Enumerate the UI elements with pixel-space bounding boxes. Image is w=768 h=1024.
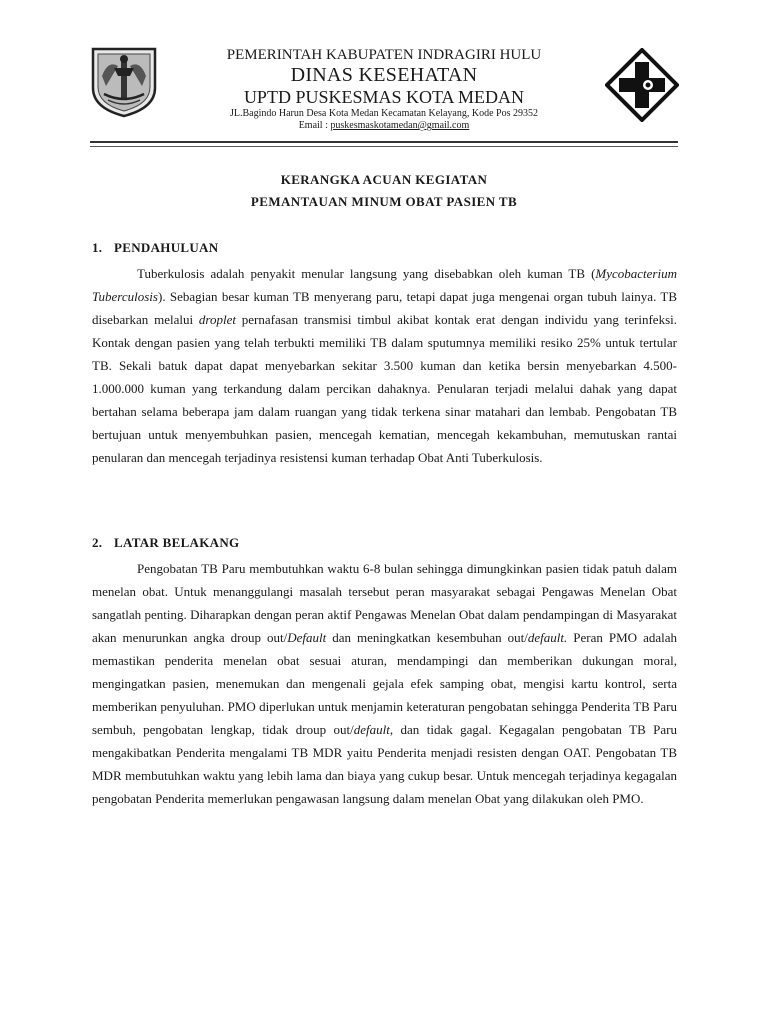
italic-text-run: droplet <box>198 312 236 327</box>
section-title: LATAR BELAKANG <box>114 535 240 550</box>
text-run: pernafasan transmisi timbul akibat kontak erat dengan individu yang terinfeksi. Kontak dengan pasien yang telah terbukti memiliki TB dalam sputumnya memiliki resiko 25% untuk tertular TB. Sekali batuk dapat dapat menyebarkan sekitar 3.500 kuman dan ketika bersin menyebarkan 4.500-1.000.000 kuman yang terkandung dalam percikan dahaknya. Penularan terjadi melalui dahak yang dapat bertahan selama beberapa jam dalam ruangan yang tidak terkena sinar matahari dan lembab. Pengobatan TB bertujuan untuk menyembuhkan pasien, mencegah kematian, mencegah kekambuhan, memutuskan rantai penularan dan mencegah terjadinya resistensi kuman terhadap Obat Anti Tuberkulosis. <box>92 312 677 465</box>
italic-text-run: default <box>353 722 390 737</box>
italic-text-run: Mycobacterium Tuberculosis <box>92 266 677 304</box>
document-title: KERANGKA ACUAN KEGIATAN <box>280 172 488 187</box>
header-divider-thick <box>90 141 678 143</box>
section-title: PENDAHULUAN <box>114 240 219 255</box>
institution-name: UPTD PUSKESMAS KOTA MEDAN <box>243 87 525 107</box>
government-name: PEMERINTAH KABUPATEN INDRAGIRI HULU <box>226 47 542 63</box>
regency-crest-icon <box>90 46 158 118</box>
section-heading-pendahuluan <box>92 240 218 256</box>
text-run: Peran PMO adalah memastikan penderita menelan obat sesuai aturan, mendampingi dan memberikan dukungan moral, mengingatkan pasien, menemukan dan mengenali gejala efek samping obat, mengisi kartu kontrol, serta memberikan penyuluhan. PMO diperlukan untuk menjamin keteraturan pengobatan sehingga Penderita TB Paru sembuh, pengobatan lengkap, tidak droup out/ <box>92 630 677 737</box>
address-line: JL.Bagindo Harun Desa Kota Medan Kecamatan Kelayang, Kode Pos 29352 <box>230 108 538 119</box>
header-divider-thin <box>90 146 678 147</box>
email-link[interactable]: puskesmaskotamedan@gmail.com <box>330 120 470 131</box>
italic-text-run: default. <box>527 630 568 645</box>
puskesmas-cross-icon <box>605 48 679 122</box>
section-heading-latar-belakang <box>92 535 239 551</box>
email-label: Email : <box>298 120 328 131</box>
document-subtitle: PEMANTAUAN MINUM OBAT PASIEN TB <box>250 194 518 209</box>
text-run: dan meningkatkan kesembuhan out/ <box>326 630 528 645</box>
section-number: 2. <box>92 535 103 550</box>
paragraph-pendahuluan <box>92 262 677 469</box>
agency-name: DINAS KESEHATAN <box>290 64 478 86</box>
text-run: ). Sebagian besar kuman TB menyerang paru, tetapi dapat juga mengenai organ tubuh lainya. TB disebarkan melalui <box>92 289 677 327</box>
section-number: 1. <box>92 240 103 255</box>
italic-text-run: Default <box>287 630 327 645</box>
email-line <box>160 120 608 131</box>
text-run: Tuberkulosis adalah penyakit menular langsung yang disebabkan oleh kuman TB ( <box>137 266 596 281</box>
paragraph-latar-belakang <box>92 557 677 810</box>
text-run: , dan tidak gagal. Kegagalan pengobatan TB Paru mengakibatkan Penderita mengalami TB MDR yaitu Penderita menjadi resisten dengan OAT. Pengobatan TB MDR membutuhkan waktu yang lebih lama dan biaya yang cukup besar. Untuk mencegah terjadinya kegagalan pengobatan Penderita memerlukan pengawasan langsung dalam menelan Obat yang dilakukan oleh PMO. <box>92 722 678 806</box>
text-run: Pengobatan TB Paru membutuhkan waktu 6-8 bulan sehingga dimungkinkan pasien tidak patuh dalam menelan obat. Untuk menanggulangi masalah tersebut peran masyarakat sebagai Pengawas Menelan Obat sangatlah penting. Diharapkan dengan peran aktif Pengawas Menelan Obat dalam pendampingan di Masyarakat akan menurunkan angka droup out/ <box>92 561 677 645</box>
